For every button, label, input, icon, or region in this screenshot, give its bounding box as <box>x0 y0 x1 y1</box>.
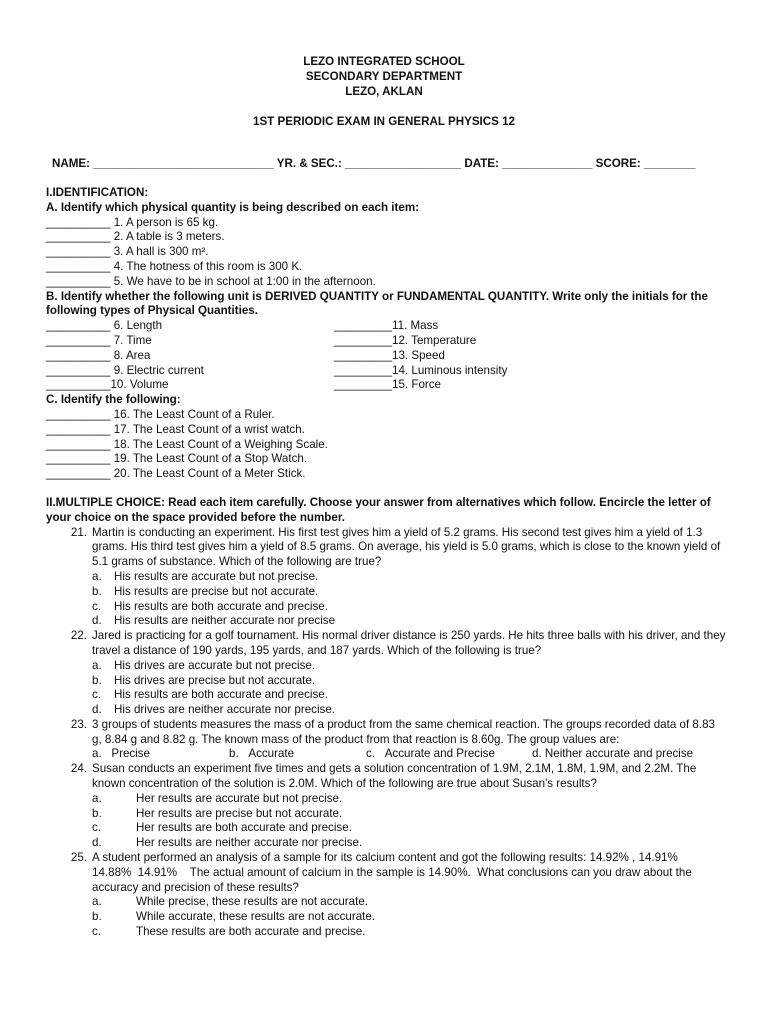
option-letter: c. <box>92 599 102 613</box>
id-item: __________ 20. The Least Count of a Meter Stick. <box>46 467 306 481</box>
id-item: _________12. Temperature <box>334 333 477 347</box>
answer-option[interactable] <box>92 688 726 703</box>
option-letter: a. <box>92 791 102 805</box>
option-text: Her results are both accurate and precise. <box>136 821 352 835</box>
student-info-line: NAME: ____________________________ YR. & SEC.: __________________ DATE: ______________ SCORE: ________ <box>52 157 696 170</box>
option-text: His results are both accurate and precise. <box>114 599 328 613</box>
answer-option[interactable] <box>92 674 726 689</box>
id-item: _________14. Luminous intensity <box>334 363 508 377</box>
option-letter: b. <box>92 910 102 924</box>
option-letter: d. <box>532 747 542 761</box>
part1-b-instruction: B. Identify whether the following unit is DERIVED QUANTITY or FUNDAMENTAL QUANTITY. Write only the initials for the following types of Physical Quantities. <box>46 289 708 318</box>
question-number: 22. <box>70 629 87 643</box>
id-item: __________ 16. The Least Count of a Ruler. <box>46 407 275 421</box>
option-letter: c. <box>92 688 102 702</box>
answer-option[interactable] <box>92 703 726 718</box>
school-location: LEZO, AKLAN <box>345 85 423 98</box>
answer-option[interactable] <box>92 600 726 615</box>
id-item: __________ 8. Area <box>46 348 151 362</box>
id-item: __________ 5. We have to be in school at 1:00 in the afternoon. <box>46 274 376 288</box>
school-name: LEZO INTEGRATED SCHOOL <box>303 55 465 68</box>
id-item: __________10. Volume <box>46 378 169 392</box>
id-item: __________ 6. Length <box>46 319 163 333</box>
answer-option[interactable] <box>92 836 726 851</box>
question-24 <box>46 762 726 792</box>
option-text: Her results are precise but not accurate. <box>136 806 343 820</box>
id-item: __________ 7. Time <box>46 333 152 347</box>
department-name: SECONDARY DEPARTMENT <box>305 70 463 83</box>
option-letter: d. <box>92 836 102 850</box>
id-item: __________ 3. A hall is 300 m². <box>46 245 209 259</box>
question-text: A student performed an analysis of a sample for its calcium content and got the following results: 14.92% , 14.91% 14.88% 14.91% The actual amount of calcium in the sample is 14.90%. What conclusions can you draw about the accuracy and precision of these results? <box>92 851 696 894</box>
id-item: __________ 19. The Least Count of a Stop Watch. <box>46 452 308 466</box>
option-text: His drives are neither accurate nor precise. <box>114 703 336 717</box>
answer-option[interactable] <box>366 747 532 762</box>
question-number: 21. <box>70 525 87 539</box>
id-item: __________ 9. Electric current <box>46 363 204 377</box>
answer-option[interactable] <box>92 792 726 807</box>
option-text: Accurate <box>248 747 295 761</box>
option-letter: b. <box>229 747 239 761</box>
option-letter: d. <box>92 703 102 717</box>
option-text: Her results are accurate but not precise. <box>136 791 343 805</box>
answer-option[interactable] <box>92 807 726 822</box>
answer-option[interactable] <box>92 895 726 910</box>
section-spacer <box>46 482 726 496</box>
option-text: While accurate, these results are not accurate. <box>136 910 376 924</box>
question-text: Susan conducts an experiment five times and gets a solution concentration of 1.9M, 2.1M, 1.8M, 1.9M, and 2.2M. The known concentration of the solution is 2.0M. Which of the following are true about Susan's results? <box>92 762 697 791</box>
id-item: __________ 18. The Least Count of a Weighing Scale. <box>46 437 328 451</box>
question-21 <box>46 526 726 570</box>
option-letter: b. <box>92 584 102 598</box>
question-number: 23. <box>70 717 87 731</box>
option-letter: b. <box>92 673 102 687</box>
option-letter: c. <box>92 925 102 939</box>
option-letter: d. <box>92 614 102 628</box>
answer-option[interactable] <box>92 747 229 762</box>
answer-option[interactable] <box>92 910 726 925</box>
answer-option[interactable] <box>532 747 693 762</box>
answer-option[interactable] <box>92 659 726 674</box>
school-header <box>0 54 768 99</box>
option-text: Her results are neither accurate nor precise. <box>136 836 363 850</box>
exam-title: 1ST PERIODIC EXAM IN GENERAL PHYSICS 12 <box>253 115 515 128</box>
answer-option[interactable] <box>92 925 726 940</box>
part1-b-left-column <box>46 319 334 393</box>
question-22-options <box>46 659 726 718</box>
question-text: 3 groups of students measures the mass of a product from the same chemical reaction. The groups recorded data of 8.83 g, 8.84 g and 8.82 g. The known mass of the product from that reaction is 8.60g. The group values are: <box>92 717 715 746</box>
option-text: His drives are accurate but not precise. <box>114 658 316 672</box>
option-text: Precise <box>111 747 151 761</box>
part1-title: I.IDENTIFICATION: <box>46 186 149 199</box>
answer-option[interactable] <box>92 614 726 629</box>
option-text: His results are neither accurate nor precise <box>114 614 336 628</box>
part1-b-right-column <box>334 319 622 393</box>
option-text: Accurate and Precise <box>384 747 495 761</box>
exam-content <box>46 186 726 940</box>
question-24-options <box>46 792 726 851</box>
option-text: While precise, these results are not accurate. <box>136 895 368 909</box>
question-number: 25. <box>70 851 87 865</box>
option-letter: a. <box>92 747 102 761</box>
question-text: Jared is practicing for a golf tournament. His normal driver distance is 250 yards. He hits three balls with his driver, and they travel a distance of 190 yards, 195 yards, and 187 yards. Which of the following is true? <box>92 629 726 657</box>
question-22 <box>46 629 726 659</box>
id-item: _________15. Force <box>334 378 442 392</box>
option-letter: c. <box>92 821 102 835</box>
question-text: Martin is conducting an experiment. His first test gives him a yield of 5.2 grams. His second test gives him a yield of 1.3 grams. His third test gives him a yield of 8.5 grams. On average, his yield is 5.0 grams, which is close to the known yield of 5.1 grams of substance. Which of the following are true? <box>92 525 721 569</box>
option-letter: a. <box>92 658 102 672</box>
part1-b-columns <box>46 319 726 393</box>
id-item: __________ 4. The hotness of this room is 300 K. <box>46 259 303 273</box>
option-letter: b. <box>92 806 102 820</box>
id-item: __________ 2. A table is 3 meters. <box>46 230 225 244</box>
option-letter: c. <box>366 747 376 761</box>
option-text: These results are both accurate and precise. <box>136 925 366 939</box>
option-text: His results are accurate but not precise. <box>114 569 319 583</box>
id-item: _________11. Mass <box>334 319 439 333</box>
option-letter: a. <box>92 569 102 583</box>
part2-title: II.MULTIPLE CHOICE: Read each item carefully. Choose your answer from alternatives which follow. Encircle the letter of your choice on the space provided before the number. <box>46 495 711 524</box>
question-23-options <box>46 747 726 762</box>
question-25 <box>46 851 726 895</box>
id-item: _________13. Speed <box>334 348 445 362</box>
id-item: __________ 1. A person is 65 kg. <box>46 215 219 229</box>
answer-option[interactable] <box>92 570 726 585</box>
answer-option[interactable] <box>92 821 726 836</box>
option-text: His results are both accurate and precise. <box>114 688 328 702</box>
option-text: Neither accurate and precise <box>544 747 694 761</box>
option-text: His drives are precise but not accurate. <box>114 673 316 687</box>
option-text: His results are precise but not accurate. <box>114 584 319 598</box>
question-25-options <box>46 895 726 939</box>
answer-option[interactable] <box>229 747 366 762</box>
answer-option[interactable] <box>92 585 726 600</box>
question-23 <box>46 718 726 748</box>
question-number: 24. <box>70 762 87 776</box>
part1-c-instruction: C. Identify the following: <box>46 393 181 407</box>
id-item: __________ 17. The Least Count of a wrist watch. <box>46 422 305 436</box>
question-21-options <box>46 570 726 629</box>
part1-a-instruction: A. Identify which physical quantity is being described on each item: <box>46 200 420 214</box>
option-letter: a. <box>92 895 102 909</box>
